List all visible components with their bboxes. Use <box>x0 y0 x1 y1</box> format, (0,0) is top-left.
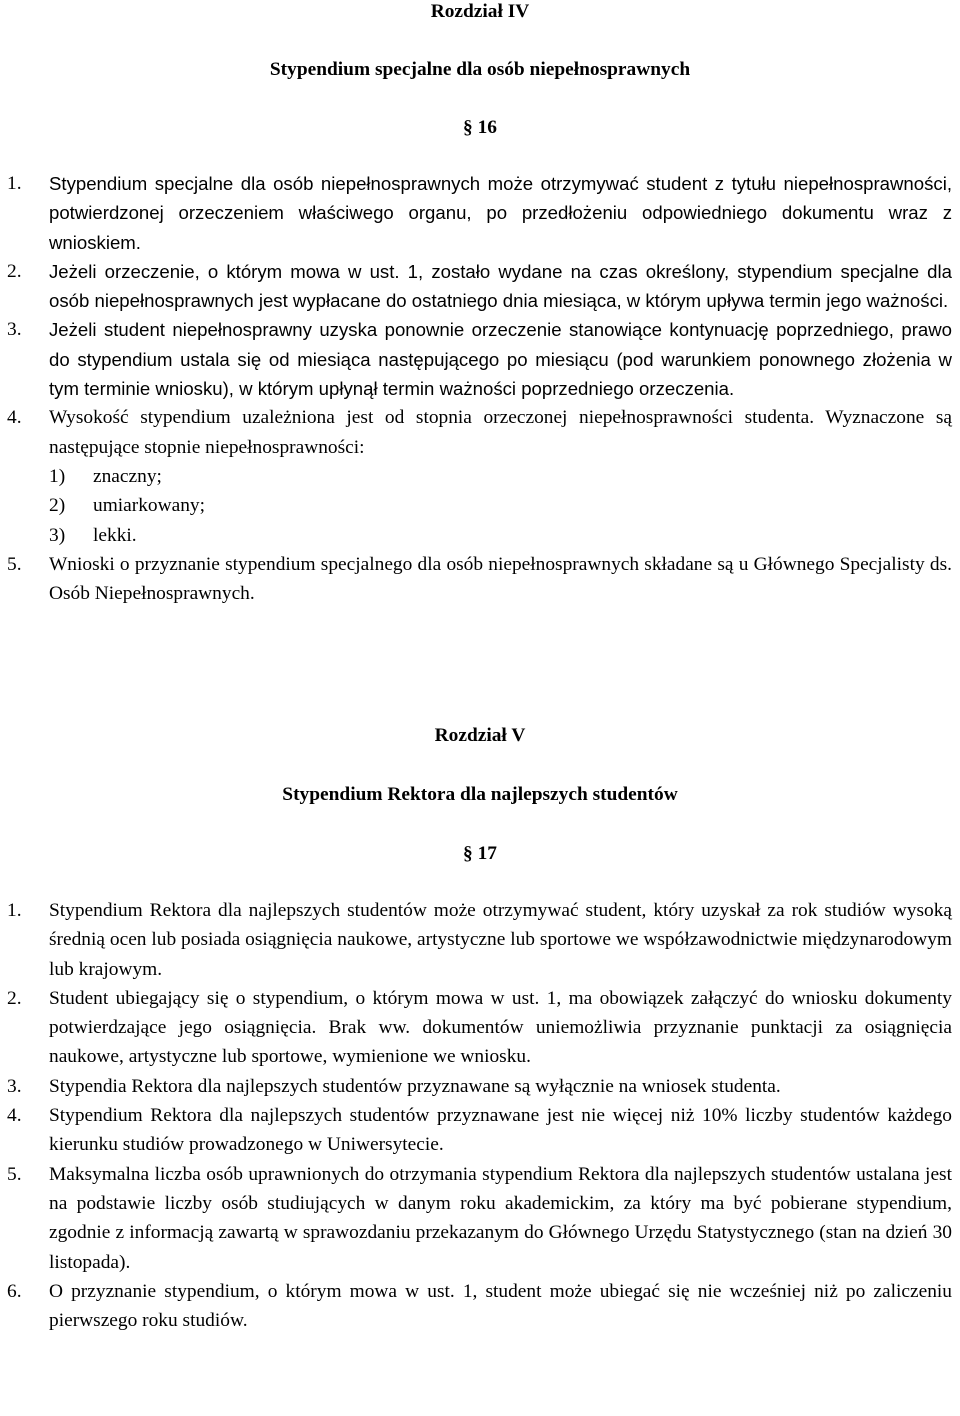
degree-number: 2) <box>49 495 66 517</box>
list-item <box>7 550 952 609</box>
list-item <box>7 1101 952 1160</box>
item-number: 4. <box>7 1105 22 1127</box>
list-item <box>7 1160 952 1277</box>
degree-text: znaczny; <box>93 465 162 487</box>
item-text: Jeżeli orzeczenie, o którym mowa w ust. 1, zostało wydane na czas określony, stypendium specjalne dla osób niepełnosprawnych jest wypłacane do ostatniego dnia miesiąca, w którym upływa termin jego ważności. <box>49 260 952 312</box>
list-item <box>7 315 952 403</box>
item-number: 1. <box>7 173 22 194</box>
item-text: Wnioski o przyznanie stypendium specjalnego dla osób niepełnosprawnych składane są u Głównego Specjalisty ds. Osób Niepełnosprawnych. <box>49 553 952 605</box>
paragraph-number: § 16 <box>463 117 497 138</box>
item-text: Student ubiegający się o stypendium, o którym mowa w ust. 1, ma obowiązek załączyć do wniosku dokumenty potwierdzające jego osiągnięcia. Brak ww. dokumentów uniemożliwia przyznanie punktacji za osiągnięcia naukowe, artystyczne lub sportowe, wymienione we wniosku. <box>49 987 952 1068</box>
list-item <box>7 896 952 984</box>
item-number: 6. <box>7 1280 22 1302</box>
item-text: Stypendium Rektora dla najlepszych studentów może otrzymywać student, który uzyskał za rok studiów wysoką średnią ocen lub posiada osiągnięcia naukowe, artystyczne lub sportowe we współzawodnictwie międzynarodowym lub krajowym. <box>49 900 952 980</box>
degree-text: umiarkowany; <box>93 495 206 517</box>
list-item <box>7 403 952 549</box>
list-item <box>7 169 952 257</box>
list-item <box>7 257 952 316</box>
chapter5-items <box>7 896 952 1335</box>
item-text: Stypendium Rektora dla najlepszych studentów przyznawane jest nie więcej niż 10% liczby studentów każdego kierunku studiów prowadzonego w Uniwersytecie. <box>49 1105 952 1156</box>
item-text: Stypendia Rektora dla najlepszych studentów przyznawane są wyłącznie na wniosek studenta. <box>49 1075 781 1097</box>
list-item <box>7 1072 952 1101</box>
degree-number: 1) <box>49 465 66 487</box>
chapter-heading: Rozdział IV <box>430 1 530 22</box>
item-text: O przyznanie stypendium, o którym mowa w ust. 1, student może ubiegać się nie wcześniej niż po zaliczeniu pierwszego roku studiów. <box>49 1280 952 1332</box>
item-number: 3. <box>7 319 22 341</box>
chapter-heading: Rozdział V <box>434 725 526 746</box>
item-text: Wysokość stypendium uzależniona jest od stopnia orzeczonej niepełnosprawności studenta. Wyznaczone są następujące stopnie niepełnosprawności: <box>49 407 952 458</box>
item-number: 4. <box>7 407 22 429</box>
item-number: 2. <box>7 260 22 282</box>
item-text: Maksymalna liczba osób uprawnionych do otrzymania stypendium Rektora dla najlepszych studentów ustalana jest na podstawie liczby osób studiujących w danym roku akademickim, za który ma być pobierane stypendium, zgodnie z informacją zawartą w sprawozdaniu przekazanym do Głównego Urzędu Statystycznego (stan na dzień 30 listopada). <box>49 1163 952 1273</box>
paragraph-number: § 17 <box>463 843 497 864</box>
list-item <box>7 984 952 1072</box>
chapter-title: Stypendium Rektora dla najlepszych studentów <box>282 784 678 805</box>
degree-item <box>49 491 952 520</box>
degree-item <box>49 462 952 491</box>
degree-item <box>49 521 952 550</box>
item-number: 5. <box>7 553 22 575</box>
degree-text: lekki. <box>93 524 137 546</box>
item-number: 5. <box>7 1163 22 1185</box>
item-text: Stypendium specjalne dla osób niepełnosprawnych może otrzymywać student z tytułu niepełnosprawności, potwierdzonej orzeczeniem właściwego organu, po przedłożeniu odpowiedniego dokumentu wraz z wnioskiem. <box>49 173 952 253</box>
degree-number: 3) <box>49 524 66 546</box>
item-number: 3. <box>7 1075 22 1097</box>
item-text: Jeżeli student niepełnosprawny uzyska ponownie orzeczenie stanowiące kontynuację poprzedniego, prawo do stypendium ustala się od miesiąca następującego po miesiącu (pod warunkiem ponownego złożenia w tym terminie wniosku), w którym upłynął termin ważności poprzedniego orzeczenia. <box>49 319 952 400</box>
chapter-title: Stypendium specjalne dla osób niepełnosprawnych <box>269 59 691 80</box>
chapter4-items <box>7 169 952 608</box>
item-number: 1. <box>7 900 22 921</box>
item-number: 2. <box>7 987 22 1009</box>
list-item <box>7 1277 952 1336</box>
